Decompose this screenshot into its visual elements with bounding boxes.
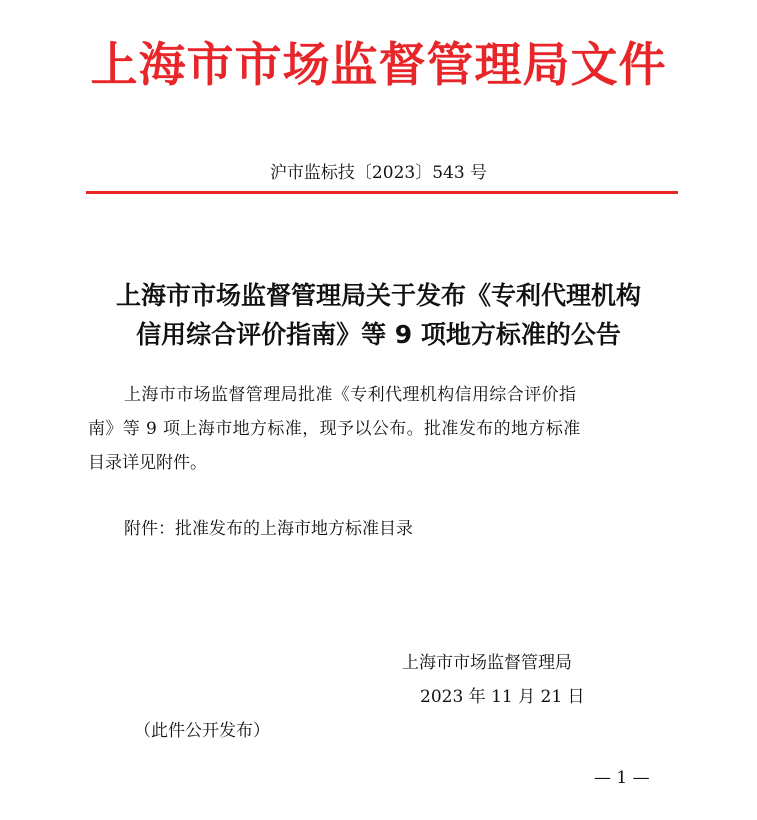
masthead-title: 上海市市场监督管理局文件 bbox=[90, 38, 667, 93]
announcement-title-line2: 信用综合评价指南》等 9 项地方标准的公告 bbox=[136, 320, 621, 349]
issue-date: 2023 年 11 月 21 日 bbox=[420, 687, 585, 707]
red-divider-rule bbox=[86, 191, 678, 194]
body-line2: 南》等 9 项上海市地方标准，现予以公布。批准发布的地方标准 bbox=[88, 419, 581, 439]
body-line1: 上海市市场监督管理局批准《专利代理机构信用综合评价指 bbox=[124, 385, 577, 405]
body-line3: 目录详见附件。 bbox=[88, 453, 207, 473]
attachment-line: 附件：批准发布的上海市地方标准目录 bbox=[124, 519, 413, 539]
publication-note: （此件公开发布） bbox=[134, 721, 270, 741]
issuer-signature: 上海市市场监督管理局 bbox=[402, 653, 572, 673]
document-number: 沪市监标技〔2023〕543 号 bbox=[269, 163, 488, 183]
page-number: — 1 — bbox=[594, 768, 650, 788]
announcement-title-line1: 上海市市场监督管理局关于发布《专利代理机构 bbox=[115, 281, 641, 310]
